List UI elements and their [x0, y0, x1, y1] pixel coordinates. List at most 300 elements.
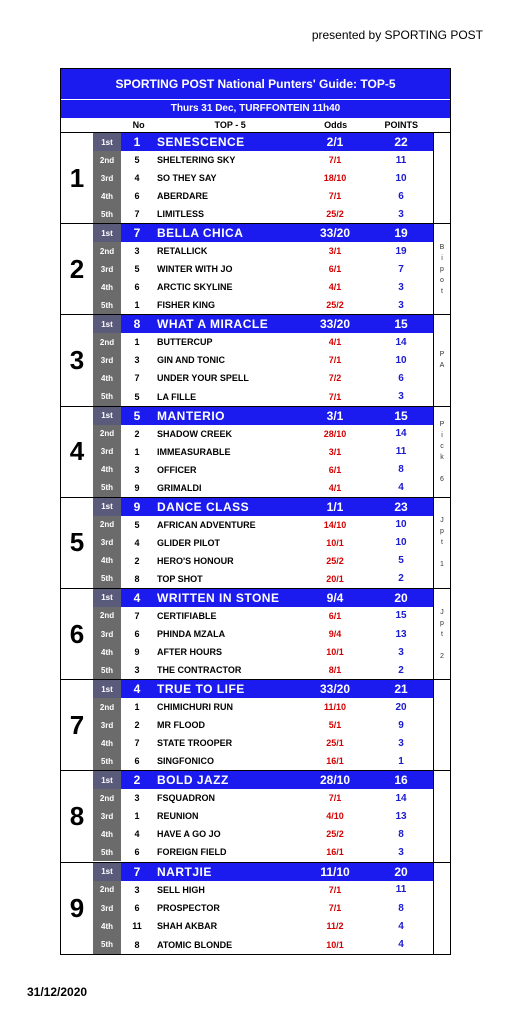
runner-row	[93, 935, 433, 953]
runner-name: PHINDA MZALA	[157, 629, 226, 640]
runner-no: 1	[134, 702, 140, 713]
runner-pts: 3	[398, 391, 404, 403]
runner-pos: 1st	[93, 771, 121, 789]
race-block	[61, 498, 450, 589]
bet-type-label	[433, 680, 450, 770]
runner-odds: 10/1	[326, 537, 344, 548]
runner-name: HERO'S HONOUR	[157, 555, 234, 566]
runner-odds: 28/10	[319, 773, 351, 788]
race-rows	[93, 407, 433, 497]
runner-name: BUTTERCUP	[157, 337, 213, 348]
runner-pts: 11	[395, 154, 407, 166]
runner-odds: 33/20	[319, 226, 351, 241]
race-info: Thurs 31 Dec, TURFFONTEIN 11h40	[61, 99, 450, 118]
runner-no: 6	[134, 629, 140, 640]
runner-row	[93, 917, 433, 935]
runner-no: 3	[134, 665, 140, 676]
runner-pts: 13	[395, 628, 407, 640]
race-block	[61, 133, 450, 224]
runner-pts: 15	[395, 610, 407, 622]
col-pos	[95, 118, 123, 132]
runner-pts: 20	[394, 864, 408, 879]
runner-no: 7	[134, 209, 140, 220]
runner-odds: 5/1	[328, 720, 342, 731]
race-number: 5	[69, 527, 85, 558]
runner-row	[93, 333, 433, 351]
runner-pos: 4th	[93, 278, 121, 296]
footer-date: 31/12/2020	[27, 985, 88, 999]
punters-guide-table	[60, 68, 451, 955]
runner-pts: 15	[394, 408, 408, 423]
runner-no: 7	[134, 610, 140, 621]
runner-no: 3	[134, 355, 140, 366]
runner-no: 6	[134, 282, 140, 293]
runner-pos: 5th	[93, 296, 121, 314]
runner-row	[93, 461, 433, 479]
runner-no: 5	[134, 155, 140, 166]
runner-no: 6	[134, 903, 140, 914]
runner-name: FSQUADRON	[157, 793, 215, 804]
runner-pts: 14	[395, 336, 407, 348]
runner-pos: 2nd	[93, 242, 121, 260]
runner-pos: 4th	[93, 187, 121, 205]
presented-by-text: presented by SPORTING POST	[311, 28, 483, 42]
runner-no: 2	[134, 428, 140, 439]
runner-no: 9	[134, 482, 140, 493]
runner-pos: 5th	[93, 752, 121, 770]
runner-pts: 3	[398, 281, 404, 293]
runner-row	[93, 881, 433, 899]
runner-pts: 14	[395, 428, 407, 440]
runner-pos: 5th	[93, 661, 121, 679]
runner-pos: 3rd	[93, 534, 121, 552]
runner-pos: 1st	[93, 498, 121, 516]
runner-no: 8	[134, 939, 140, 950]
runner-no: 2	[133, 773, 141, 788]
runner-pos: 2nd	[93, 881, 121, 899]
runner-no: 7	[133, 864, 141, 879]
runner-odds: 7/1	[328, 903, 342, 914]
runner-row	[93, 899, 433, 917]
race-rows	[93, 498, 433, 588]
runner-name: BELLA CHICA	[157, 226, 244, 241]
runner-pos: 3rd	[93, 899, 121, 917]
runner-pos: 5th	[93, 935, 121, 953]
runner-no: 3	[134, 246, 140, 257]
runner-odds: 18/10	[323, 173, 347, 184]
runner-name: ATOMIC BLONDE	[157, 939, 233, 950]
race-number: 3	[69, 344, 85, 375]
runner-name: FOREIGN FIELD	[157, 847, 227, 858]
runner-row	[93, 516, 433, 534]
runner-row	[93, 698, 433, 716]
runner-name: WRITTEN IN STONE	[157, 590, 280, 605]
runner-name: SO THEY SAY	[157, 173, 217, 184]
runner-pos: 5th	[93, 843, 121, 861]
runner-no: 7	[133, 226, 141, 241]
col-side	[433, 118, 450, 132]
runner-pts: 3	[398, 737, 404, 749]
runner-pts: 11	[395, 884, 407, 896]
runner-pts: 4	[398, 920, 404, 932]
runner-odds: 14/10	[323, 519, 347, 530]
runner-pts: 8	[398, 464, 404, 476]
runner-pos: 5th	[93, 388, 121, 406]
runner-no: 2	[134, 555, 140, 566]
runner-pos: 1st	[93, 680, 121, 698]
runner-odds: 10/1	[326, 647, 344, 658]
race-block	[61, 407, 450, 498]
race-rows	[93, 315, 433, 405]
runner-name: ABERDARE	[157, 191, 209, 202]
runner-pts: 14	[395, 792, 407, 804]
runner-name: IMMEASURABLE	[157, 446, 231, 457]
runner-pos: 4th	[93, 734, 121, 752]
runner-pos: 1st	[93, 133, 121, 151]
top-pick-row	[93, 863, 433, 881]
runner-pos: 1st	[93, 589, 121, 607]
runner-pts: 4	[398, 939, 404, 951]
runner-name: ARCTIC SKYLINE	[157, 282, 233, 293]
runner-row	[93, 734, 433, 752]
race-block	[61, 863, 450, 954]
runner-odds: 7/1	[328, 884, 342, 895]
col-no: No	[132, 120, 145, 130]
race-rows	[93, 680, 433, 770]
race-number: 4	[69, 436, 85, 467]
race-number: 2	[69, 253, 85, 284]
runner-pos: 4th	[93, 643, 121, 661]
runner-row	[93, 443, 433, 461]
runner-pos: 5th	[93, 479, 121, 497]
runner-row	[93, 296, 433, 314]
runner-name: PROSPECTOR	[157, 903, 220, 914]
runner-pos: 2nd	[93, 607, 121, 625]
runner-pts: 10	[395, 519, 407, 531]
runner-pts: 10	[395, 172, 407, 184]
runner-name: RETALLICK	[157, 246, 208, 257]
runner-row	[93, 351, 433, 369]
runner-no: 1	[133, 135, 141, 150]
runner-odds: 8/1	[328, 665, 342, 676]
runner-name: AFTER HOURS	[157, 647, 222, 658]
runner-name: CERTIFIABLE	[157, 610, 217, 621]
race-number: 8	[69, 800, 85, 831]
runner-name: WINTER WITH JO	[157, 264, 233, 275]
runner-pos: 2nd	[93, 698, 121, 716]
runner-no: 2	[134, 720, 140, 731]
runner-name: TRUE TO LIFE	[157, 682, 245, 697]
races-body	[61, 133, 450, 954]
runner-odds: 3/1	[328, 446, 342, 457]
runner-odds: 25/2	[326, 829, 344, 840]
runner-row	[93, 369, 433, 387]
runner-no: 6	[134, 847, 140, 858]
runner-pts: 8	[398, 902, 404, 914]
runner-pts: 2	[398, 573, 404, 585]
race-number: 1	[69, 162, 85, 193]
bet-type-label: J p t 1	[433, 498, 450, 588]
runner-pos: 3rd	[93, 625, 121, 643]
runner-pts: 10	[395, 354, 407, 366]
runner-no: 9	[134, 647, 140, 658]
runner-odds: 25/1	[326, 738, 344, 749]
top-pick-row	[93, 315, 433, 333]
runner-odds: 10/1	[326, 939, 344, 950]
runner-pts: 21	[394, 682, 408, 697]
runner-name: TOP SHOT	[157, 573, 203, 584]
runner-odds: 25/2	[326, 555, 344, 566]
runner-odds: 11/10	[323, 702, 347, 713]
runner-row	[93, 825, 433, 843]
runner-no: 1	[134, 811, 140, 822]
top-pick-row	[93, 680, 433, 698]
runner-odds: 6/1	[328, 610, 342, 621]
runner-pos: 3rd	[93, 260, 121, 278]
runner-pos: 2nd	[93, 333, 121, 351]
runner-odds: 11/10	[320, 864, 350, 879]
runner-row	[93, 425, 433, 443]
runner-row	[93, 169, 433, 187]
runner-name: UNDER YOUR SPELL	[157, 373, 249, 384]
runner-no: 3	[134, 884, 140, 895]
bet-type-label: P A	[433, 315, 450, 405]
runner-name: DANCE CLASS	[157, 499, 250, 514]
runner-pts: 15	[394, 317, 408, 332]
runner-name: BOLD JAZZ	[157, 773, 229, 788]
runner-pts: 6	[398, 372, 404, 384]
runner-no: 1	[134, 300, 140, 311]
runner-name: MANTERIO	[157, 408, 225, 423]
runner-pos: 2nd	[93, 425, 121, 443]
runner-row	[93, 716, 433, 734]
runner-pts: 20	[395, 701, 407, 713]
runner-name: SELL HIGH	[157, 884, 205, 895]
runner-pos: 3rd	[93, 716, 121, 734]
runner-odds: 7/1	[328, 355, 342, 366]
runner-row	[93, 205, 433, 223]
runner-name: AFRICAN ADVENTURE	[157, 519, 256, 530]
runner-row	[93, 643, 433, 661]
runner-no: 4	[134, 829, 140, 840]
runner-name: SHELTERING SKY	[157, 155, 236, 166]
runner-pts: 3	[398, 299, 404, 311]
runner-name: THE CONTRACTOR	[157, 665, 242, 676]
runner-no: 9	[133, 499, 141, 514]
runner-odds: 1/1	[326, 499, 344, 514]
top-pick-row	[93, 771, 433, 789]
top-pick-row	[93, 407, 433, 425]
runner-pts: 5	[398, 555, 404, 567]
runner-no: 5	[134, 519, 140, 530]
runner-pos: 5th	[93, 570, 121, 588]
runner-pts: 19	[394, 226, 408, 241]
race-block	[61, 224, 450, 315]
runner-pts: 8	[398, 828, 404, 840]
runner-no: 3	[134, 793, 140, 804]
runner-pos: 1st	[93, 407, 121, 425]
runner-name: HAVE A GO JO	[157, 829, 221, 840]
runner-pos: 4th	[93, 552, 121, 570]
runner-row	[93, 278, 433, 296]
runner-row	[93, 242, 433, 260]
runner-odds: 25/2	[326, 300, 344, 311]
runner-pos: 3rd	[93, 807, 121, 825]
race-rows	[93, 224, 433, 314]
runner-name: OFFICER	[157, 464, 197, 475]
runner-no: 7	[134, 738, 140, 749]
runner-no: 6	[134, 756, 140, 767]
runner-odds: 3/1	[326, 408, 344, 423]
runner-pts: 22	[394, 135, 408, 150]
runner-name: STATE TROOPER	[157, 738, 233, 749]
runner-name: LIMITLESS	[157, 209, 204, 220]
runner-no: 1	[134, 446, 140, 457]
runner-pts: 11	[395, 446, 407, 458]
runner-odds: 11/2	[326, 921, 344, 932]
runner-odds: 7/1	[328, 793, 342, 804]
runner-pts: 19	[395, 245, 407, 257]
runner-pos: 1st	[93, 315, 121, 333]
runner-pos: 3rd	[93, 443, 121, 461]
col-odds: Odds	[324, 120, 348, 130]
runner-pos: 2nd	[93, 151, 121, 169]
runner-pts: 3	[398, 846, 404, 858]
runner-pos: 2nd	[93, 516, 121, 534]
runner-no: 5	[134, 391, 140, 402]
race-block	[61, 680, 450, 771]
runner-row	[93, 534, 433, 552]
runner-row	[93, 607, 433, 625]
runner-odds: 28/10	[323, 428, 347, 439]
runner-name: SINGFONICO	[157, 756, 215, 767]
runner-odds: 9/4	[326, 590, 344, 605]
runner-pos: 5th	[93, 205, 121, 223]
runner-pos: 3rd	[93, 351, 121, 369]
runner-name: MR FLOOD	[157, 720, 205, 731]
runner-odds: 16/1	[326, 847, 344, 858]
runner-row	[93, 843, 433, 861]
column-headers	[61, 118, 450, 133]
bet-type-label: J p t 2	[433, 589, 450, 679]
runner-row	[93, 260, 433, 278]
runner-odds: 7/1	[328, 391, 342, 402]
runner-name: FISHER KING	[157, 300, 216, 311]
race-rows	[93, 133, 433, 223]
runner-pos: 4th	[93, 917, 121, 935]
runner-odds: 7/2	[328, 373, 342, 384]
runner-pos: 1st	[93, 224, 121, 242]
runner-pts: 3	[398, 208, 404, 220]
runner-pts: 3	[398, 646, 404, 658]
runner-pts: 20	[394, 590, 408, 605]
runner-no: 8	[133, 317, 141, 332]
guide-title: SPORTING POST National Punters' Guide: TOP-5	[61, 69, 450, 99]
runner-row	[93, 625, 433, 643]
runner-pts: 7	[398, 263, 404, 275]
race-block	[61, 589, 450, 680]
runner-row	[93, 187, 433, 205]
runner-no: 1	[134, 337, 140, 348]
top-pick-row	[93, 589, 433, 607]
top-pick-row	[93, 224, 433, 242]
runner-pos: 3rd	[93, 169, 121, 187]
runner-no: 8	[134, 573, 140, 584]
runner-no: 6	[134, 191, 140, 202]
runner-odds: 6/1	[328, 264, 342, 275]
top-pick-row	[93, 133, 433, 151]
runner-odds: 20/1	[326, 573, 344, 584]
runner-odds: 16/1	[326, 756, 344, 767]
runner-row	[93, 388, 433, 406]
runner-no: 5	[133, 408, 141, 423]
bet-type-label: B i p o t	[433, 224, 450, 314]
col-race	[61, 118, 95, 132]
race-number: 6	[69, 618, 85, 649]
runner-pts: 4	[398, 482, 404, 494]
runner-row	[93, 552, 433, 570]
bet-type-label: P i c k 6	[433, 407, 450, 497]
race-number: 9	[69, 892, 85, 923]
runner-row	[93, 807, 433, 825]
runner-odds: 33/20	[319, 682, 351, 697]
runner-row	[93, 151, 433, 169]
top-pick-row	[93, 498, 433, 516]
runner-pos: 4th	[93, 825, 121, 843]
bet-type-label	[433, 133, 450, 223]
runner-odds: 4/1	[328, 337, 342, 348]
bet-type-label	[433, 863, 450, 954]
runner-pts: 13	[395, 810, 407, 822]
race-rows	[93, 771, 433, 861]
runner-name: REUNION	[157, 811, 199, 822]
runner-no: 4	[134, 537, 140, 548]
runner-no: 11	[132, 921, 142, 932]
race-block	[61, 315, 450, 406]
runner-pos: 1st	[93, 863, 121, 881]
runner-pts: 16	[394, 773, 408, 788]
runner-name: GRIMALDI	[157, 482, 202, 493]
runner-name: LA FILLE	[157, 391, 197, 402]
col-points: POINTS	[384, 120, 419, 130]
runner-odds: 3/1	[328, 246, 342, 257]
runner-name: SHAH AKBAR	[157, 921, 218, 932]
runner-odds: 4/10	[326, 811, 344, 822]
race-rows	[93, 589, 433, 679]
runner-name: CHIMICHURI RUN	[157, 702, 233, 713]
runner-row	[93, 789, 433, 807]
runner-no: 5	[134, 264, 140, 275]
runner-pos: 2nd	[93, 789, 121, 807]
runner-no: 4	[134, 173, 140, 184]
runner-pts: 9	[398, 719, 404, 731]
runner-pts: 23	[394, 499, 408, 514]
runner-odds: 4/1	[328, 282, 342, 293]
runner-pts: 2	[398, 664, 404, 676]
runner-no: 7	[134, 373, 140, 384]
runner-name: WHAT A MIRACLE	[157, 317, 269, 332]
runner-odds: 9/4	[328, 629, 342, 640]
runner-name: GLIDER PILOT	[157, 537, 220, 548]
runner-name: GIN AND TONIC	[157, 355, 226, 366]
runner-pos: 4th	[93, 369, 121, 387]
runner-odds: 25/2	[326, 209, 344, 220]
runner-pts: 1	[398, 755, 404, 767]
runner-no: 4	[133, 682, 141, 697]
runner-name: SHADOW CREEK	[157, 428, 233, 439]
runner-odds: 7/1	[328, 191, 342, 202]
race-number: 7	[69, 709, 85, 740]
